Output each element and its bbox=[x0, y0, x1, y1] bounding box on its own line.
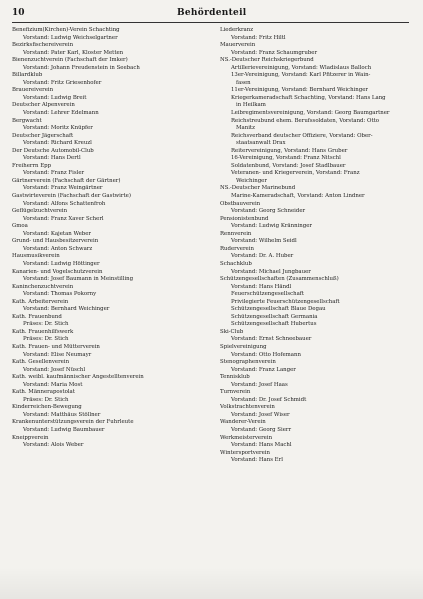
page-number: 10 bbox=[12, 8, 25, 18]
organization-name: Volkstrachtenverein bbox=[220, 404, 275, 411]
organization-name: Obstbauverein bbox=[220, 200, 261, 207]
entry-officer: Vorstand: Moritz Knüpfer bbox=[23, 125, 93, 132]
organization-name: Deutscher Jägerschaft bbox=[12, 132, 74, 139]
entry-officer: Vorstand: Hans Machl bbox=[231, 442, 292, 449]
entry-officer: Vorstand: Alfons Schattenfroh bbox=[23, 200, 106, 207]
entry-officer: Vorstand: Hans Dertl bbox=[23, 155, 81, 162]
entry-officer: Vorstand: Josef Nüschl bbox=[23, 366, 86, 373]
entry-officer: Vorstand: Ludwig Kränninger bbox=[231, 223, 312, 230]
entry-continuation: in Heilkam bbox=[236, 102, 266, 109]
organization-name: Kanarien- und Vogelschutzverein bbox=[12, 268, 103, 275]
entry-officer: Vorstand: Georg Schneider bbox=[231, 208, 306, 215]
entry-officer: Soldatenbund, Vorstand: Josef Stadlbauer bbox=[231, 162, 346, 169]
organization-name: Benefizium(Kirchen)-Verein Schachting bbox=[12, 27, 120, 33]
organization-name: Freiherrn Epp bbox=[12, 162, 52, 169]
page-title: Behördenteil bbox=[177, 8, 247, 18]
organization-name: Bergwacht bbox=[12, 117, 42, 124]
organization-name: Kinderreichen-Bewegung bbox=[12, 404, 82, 411]
organization-name: NS.-Deutscher Reichskriegerbund bbox=[220, 57, 314, 64]
organization-name: Spielvereinigung bbox=[220, 343, 267, 350]
organization-name: Hausmusikverein bbox=[12, 253, 60, 260]
entry-officer: Vorstand: Lehrer Edelmann bbox=[23, 110, 99, 117]
entry-officer: Vorstand: Hans Erl bbox=[231, 457, 283, 464]
organization-name: Mauerverein bbox=[220, 42, 256, 49]
organization-name: Deutscher Alpenverein bbox=[12, 102, 75, 109]
entry-continuation: fasen bbox=[236, 79, 251, 86]
entry-officer: Vorstand: Fritz Griesenhofer bbox=[23, 79, 102, 86]
organization-name: Kath. Frauen- und Mütterverein bbox=[12, 343, 100, 350]
entry-officer: Vorstand: Franz Langer bbox=[231, 366, 296, 373]
organization-name: Wintersportverein bbox=[220, 449, 270, 456]
right-column bbox=[220, 27, 416, 465]
organization-name: Krankenunterstützungsverein der Fuhrleute bbox=[12, 419, 134, 426]
entry-officer: 11er-Vereinigung, Vorstand: Bernhard Weichinger bbox=[231, 87, 368, 94]
organization-name: Schachklub bbox=[220, 260, 252, 267]
organization-name: Kath. Männerapostolat bbox=[12, 389, 75, 396]
organization-name: Pensionistenbund bbox=[220, 215, 269, 222]
entry-officer: Vorstand: Elise Neumayr bbox=[23, 351, 92, 358]
organization-name: Gastwirteverein (Fachschaft der Gastwirte) bbox=[12, 193, 131, 200]
entry-officer: Schützengesellschaft Blaue Degau bbox=[231, 306, 326, 313]
organization-name: Rennverein bbox=[220, 230, 252, 237]
entry-officer: Vorstand: Hans Händl bbox=[231, 283, 292, 290]
entry-officer: Vorstand: Ernst Schneebauer bbox=[231, 336, 312, 343]
organization-name: Tennisklub bbox=[220, 374, 250, 381]
entry-continuation: Manitz bbox=[236, 125, 255, 132]
entry-officer: Kriegerkameradschaft Schachting, Vorstand: Hans Lang bbox=[231, 94, 386, 101]
organization-name: Gmoa bbox=[12, 223, 28, 230]
entry-officer: Vorstand: Matthäus Stöllner bbox=[23, 411, 101, 418]
organization-name: Liederkranz bbox=[220, 27, 254, 33]
organization-name: Bezirksfischereiverein bbox=[12, 42, 74, 49]
entry-officer: Präses: Dr. Stich bbox=[23, 396, 69, 403]
entry-officer: Vorstand: Dr. A. Huber bbox=[231, 253, 294, 260]
organization-name: Kath. Frauenbund bbox=[12, 313, 62, 320]
entry-officer: Reichstreubund ehem. Berufssoldaten, Vorstand: Otto bbox=[231, 117, 380, 124]
entry-officer: Vorstand: Georg Sierr bbox=[231, 426, 292, 433]
entry-officer: Vorstand: Thomas Pokorny bbox=[23, 291, 97, 298]
entry-officer: 16-Vereinigung, Vorstand: Franz Nitschl bbox=[231, 155, 341, 162]
entry-officer: Vorstand: Wilhelm Seidl bbox=[231, 238, 297, 245]
entry-officer: Vorstand: Ludwig Höttinger bbox=[23, 260, 100, 267]
entry-officer: Schützengesellschaft Hubertus bbox=[231, 321, 317, 328]
entry-officer: Vorstand: Johann Freudenstein in Seebach bbox=[23, 64, 140, 71]
organization-name: Gärtnerverein (Fachschaft der Gärtner) bbox=[12, 177, 121, 184]
organization-name: Brauereiverein bbox=[12, 87, 54, 94]
entry-officer: Präses: Dr. Stich bbox=[23, 336, 69, 343]
entry-officer: Schützengesellschaft Germania bbox=[231, 313, 318, 320]
organization-name: NS.-Deutscher Marinebund bbox=[220, 185, 296, 192]
entry-officer: Vorstand: Michael Jungbauer bbox=[231, 268, 311, 275]
entry-officer: Vorstand: Fritz Hiltl bbox=[231, 34, 286, 41]
entry-officer: Vorstand: Franz Xaver Scherl bbox=[23, 215, 104, 222]
entry-officer: Feuerschützengesellschaft bbox=[231, 291, 304, 298]
organization-name: Der Deutsche Automobil-Club bbox=[12, 147, 94, 154]
entry-officer: Reichsverband deutscher Offiziere, Vorstand: Ober- bbox=[231, 132, 373, 139]
entry-officer: 13er-Vereinigung, Vorstand: Karl Pfitzerer in Wain- bbox=[231, 72, 371, 79]
entry-officer: Vorstand: Franz Fisler bbox=[23, 170, 85, 177]
organization-name: Kaninchenzuchtverein bbox=[12, 283, 74, 290]
entry-officer: Marine-Kameradschaft, Vorstand: Anton Lindner bbox=[231, 193, 365, 200]
organization-name: Ski-Club bbox=[220, 328, 244, 335]
entry-officer: Artillerievereinigung, Vorstand: Wladislaus Balloch bbox=[231, 64, 372, 71]
organization-name: Grund- und Hausbesitzerverein bbox=[12, 238, 99, 245]
entry-officer: Reitervereinigung, Vorstand: Hans Gruber bbox=[231, 147, 348, 154]
page-bottom-shade bbox=[0, 567, 423, 599]
organization-name: Schützengesellschaften (Zusammenschluß) bbox=[220, 276, 339, 283]
entry-officer: Vorstand: Richard Kreuzl bbox=[23, 140, 92, 147]
page-header bbox=[12, 6, 409, 20]
entry-officer: Vorstand: Dr. Josef Schmidt bbox=[231, 396, 307, 403]
entry-officer: Vorstand: Josef Baumann in Meinstilling bbox=[23, 276, 134, 283]
entry-officer: Vorstand: Maria Most bbox=[23, 381, 83, 388]
organization-name: Kath. Gesellenverein bbox=[12, 359, 70, 366]
organization-name: Kath. Frauenhilfswerk bbox=[12, 328, 74, 335]
entry-officer: Präses: Dr. Stich bbox=[23, 321, 69, 328]
organization-name: Wanderer-Verein bbox=[220, 419, 266, 426]
organization-name: Turnverein bbox=[220, 389, 251, 396]
organization-name: Geflügelzuchtverein bbox=[12, 208, 68, 215]
organization-name: Kath. Arbeiterverein bbox=[12, 298, 69, 305]
header-rule bbox=[12, 22, 409, 23]
organization-name: Bienenzuchtverein (Fachschaft der Imker) bbox=[12, 57, 128, 64]
entry-officer: Vorstand: Pater Karl, Kloster Metten bbox=[23, 49, 124, 56]
entry-officer: Privilegierte Feuerschützengesellschaft bbox=[231, 298, 340, 305]
organization-name: Werkmeisterverein bbox=[220, 434, 273, 441]
entry-continuation: staatsanwalt Drax bbox=[236, 140, 286, 147]
entry-officer: Vorstand: Josef Wiser bbox=[231, 411, 290, 418]
entry-officer: Vorstand: Anton Schwarz bbox=[23, 245, 93, 252]
organization-name: Kneippverein bbox=[12, 434, 49, 441]
entry-officer: Veteranen- und Kriegerverein, Vorstand: Franz bbox=[231, 170, 360, 177]
entry-officer: Vorstand: Otto Hofemann bbox=[231, 351, 301, 358]
entry-continuation: Weichinger bbox=[236, 177, 267, 184]
entry-officer: Vorstand: Franz Schaumgruber bbox=[231, 49, 318, 56]
entry-officer: Vorstand: Bernhard Weichinger bbox=[23, 306, 110, 313]
entry-officer: Vorstand: Ludwig Breit bbox=[23, 94, 87, 101]
organization-name: Billardklub bbox=[12, 72, 43, 79]
entry-officer: Vorstand: Franz Weingärtner bbox=[23, 185, 103, 192]
left-column bbox=[12, 27, 207, 450]
organization-name: Ruderverein bbox=[220, 245, 254, 252]
entry-officer: Vorstand: Ludwig Baumbauer bbox=[23, 426, 105, 433]
organization-name: Stenographenverein bbox=[220, 359, 276, 366]
entry-officer: Vorstand: Josef Haas bbox=[231, 381, 288, 388]
entry-officer: Leibregimentsvereinigung, Vorstand: Georg Baumgartner bbox=[231, 110, 390, 117]
entry-officer: Vorstand: Ludwig Weichselgartner bbox=[23, 34, 118, 41]
entry-officer: Vorstand: Alois Weber bbox=[23, 442, 84, 449]
organization-name: Kath. weibl. kaufmännischer Angestelltenverein bbox=[12, 374, 144, 381]
entry-officer: Vorstand: Kajetan Weber bbox=[23, 230, 91, 237]
